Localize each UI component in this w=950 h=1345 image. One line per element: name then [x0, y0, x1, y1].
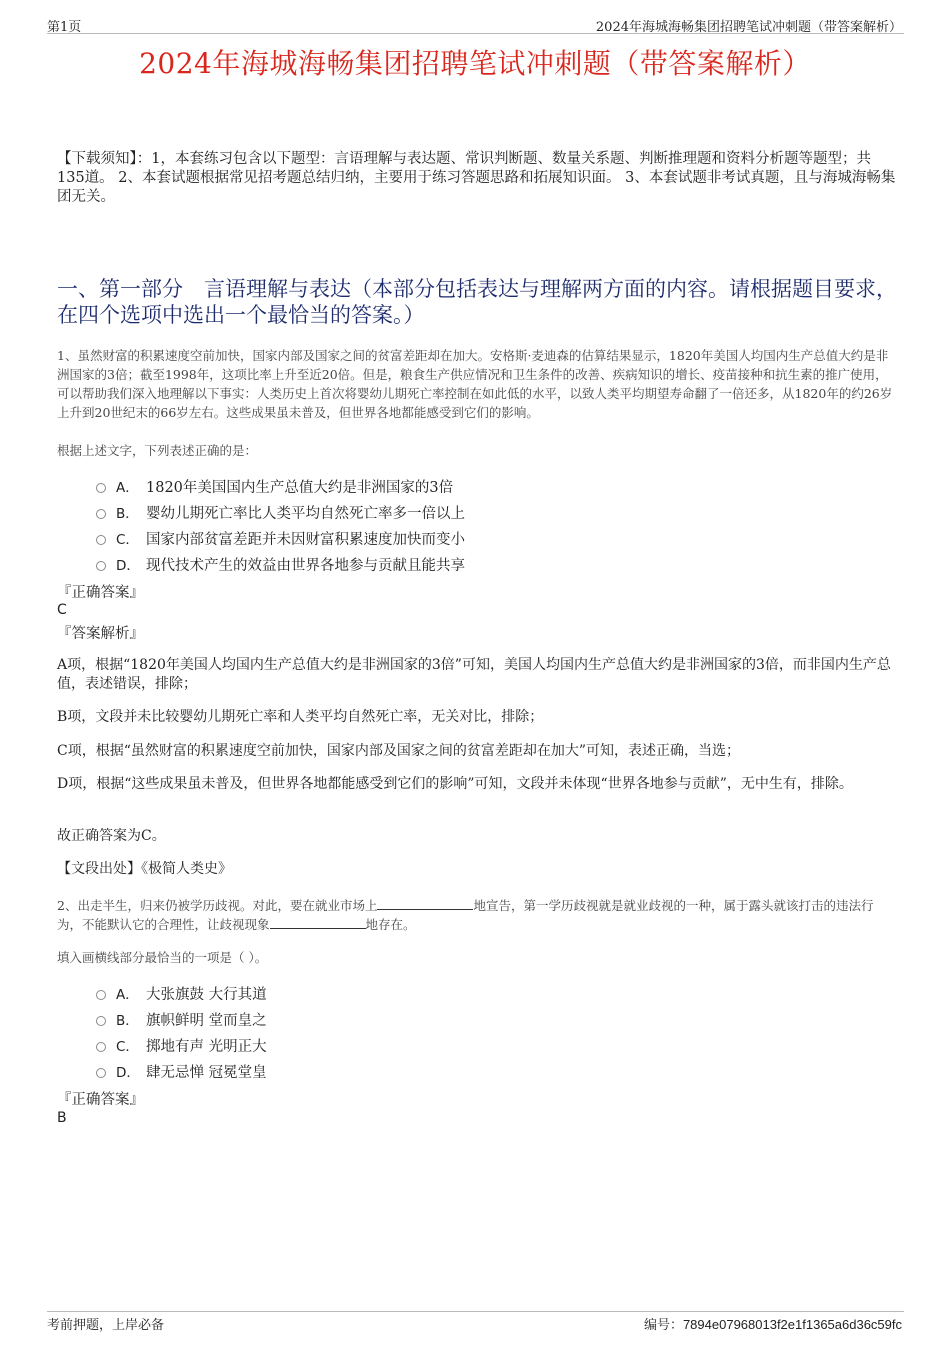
- q1-conclusion: 故正确答案为C。: [57, 828, 166, 844]
- q2-answer-label: 『正确答案』: [57, 1092, 144, 1108]
- question-2-text: [57, 896, 893, 934]
- page-title: 2024年海城海畅集团招聘笔试冲刺题（带答案解析）: [139, 47, 811, 80]
- option-text: 大张旗鼓 大行其道: [146, 986, 267, 1003]
- q2-text-part-3: 地存在。: [365, 917, 416, 932]
- q2-option-a[interactable]: [96, 982, 267, 1004]
- document-code: [644, 1314, 902, 1333]
- running-title: 2024年海城海畅集团招聘笔试冲刺题（带答案解析）: [595, 20, 902, 35]
- q2-option-c[interactable]: [96, 1034, 267, 1056]
- q1-answer: C: [57, 602, 67, 618]
- q1-analysis-d: D项，根据“这些成果虽未普及，但世界各地都能感受到它们的影响”可知，文段并未体现“世界各地参与贡献”，无中生有，排除。: [57, 776, 853, 792]
- fill-blank-1[interactable]: [377, 898, 473, 910]
- q2-text-part-1: 2、出走半生，归来仍被学历歧视。对此，要在就业市场上: [57, 898, 378, 913]
- q1-option-c[interactable]: [96, 527, 465, 549]
- option-text: 现代技术产生的效益由世界各地参与贡献且能共享: [146, 557, 465, 574]
- question-1-prompt: 根据上述文字，下列表述正确的是：: [57, 443, 258, 458]
- question-1-text: 1、虽然财富的积累速度空前加快，国家内部及国家之间的贫富差距却在加大。安格斯·麦迪森的估算结果显示，1820年美国人均国内生产总值大约是非洲国家的3倍；截至1998年，这项比率上升至近20倍。但是，粮食生产供应情况和卫生条件的改善、疾病知识的增长、疫苗接种和抗生素的推广使用，可以帮助我们深入地理解以下事实：人类历史上首次将婴幼儿期死亡率控制在如此低的水平，以致人类平均期望寿命翻了一倍还多，从1820年的约26岁上升到20世纪末的66岁左右。这些成果虽未普及，但世界各地都能感受到它们的影响。: [57, 348, 893, 420]
- q1-option-b[interactable]: [96, 501, 465, 523]
- q2-option-d[interactable]: [96, 1060, 267, 1082]
- radio-icon[interactable]: [96, 1042, 106, 1052]
- question-2-prompt: 填入画横线部分最恰当的一项是（ ）。: [57, 950, 268, 965]
- q1-analysis-c: C项，根据“虽然财富的积累速度空前加快，国家内部及国家之间的贫富差距却在加大”可知，表述正确，当选；: [57, 743, 741, 759]
- q1-source: 【文段出处】《极简人类史》: [57, 861, 232, 877]
- radio-icon[interactable]: [96, 990, 106, 1000]
- q1-analysis-label: 『答案解析』: [57, 626, 144, 642]
- radio-icon[interactable]: [96, 535, 106, 545]
- code-value: 7894e07968013f2e1f1365a6d36c59fc: [682, 1317, 902, 1332]
- q2-option-b[interactable]: [96, 1008, 267, 1030]
- code-label: 编号：: [643, 1318, 683, 1333]
- page-number: 第1页: [47, 20, 82, 35]
- option-letter: C．: [116, 1039, 139, 1055]
- option-letter: B．: [116, 1013, 139, 1029]
- option-letter: D．: [116, 558, 140, 574]
- footer-slogan: 考前押题，上岸必备: [47, 1318, 165, 1333]
- q1-option-d[interactable]: [96, 553, 465, 575]
- radio-icon[interactable]: [96, 483, 106, 493]
- radio-icon[interactable]: [96, 509, 106, 519]
- radio-icon[interactable]: [96, 561, 106, 571]
- header-rule: [47, 33, 904, 34]
- section-title: 一、第一部分 言语理解与表达（本部分包括表达与理解两方面的内容。请根据题目要求，在四个选项中选出一个最恰当的答案。）: [57, 277, 897, 327]
- radio-icon[interactable]: [96, 1068, 106, 1078]
- option-text: 婴幼儿期死亡率比人类平均自然死亡率多一倍以上: [146, 505, 465, 522]
- option-text: 1820年美国国内生产总值大约是非洲国家的3倍: [146, 479, 454, 496]
- option-letter: D．: [116, 1065, 140, 1081]
- q1-analysis-a: A项，根据“1820年美国人均国内生产总值大约是非洲国家的3倍”可知，美国人均国内生产总值大约是非洲国家的3倍，而非国内生产总值，表述错误，排除；: [57, 657, 891, 692]
- footer-rule: [47, 1311, 904, 1312]
- option-text: 掷地有声 光明正大: [146, 1038, 267, 1055]
- radio-icon[interactable]: [96, 1016, 106, 1026]
- download-notice: 【下载须知】：1，本套练习包含以下题型：言语理解与表达题、常识判断题、数量关系题、判断推理题和资料分析题等题型；共135道。 2、本套试题根据常见招考题总结归纳，主要用于练习答题思路和拓展知识面。 3、本套试题非考试真题，且与海城海畅集团无关。: [57, 151, 896, 205]
- option-letter: C．: [116, 532, 139, 548]
- q2-answer: B: [57, 1110, 67, 1126]
- option-letter: A．: [116, 987, 139, 1003]
- option-text: 国家内部贫富差距并未因财富积累速度加快而变小: [146, 531, 465, 548]
- q1-analysis-b: B项，文段并未比较婴幼儿期死亡率和人类平均自然死亡率，无关对比，排除；: [57, 709, 544, 725]
- option-text: 肆无忌惮 冠冕堂皇: [146, 1064, 267, 1081]
- q1-answer-label: 『正确答案』: [57, 585, 144, 601]
- q1-option-a[interactable]: [96, 475, 453, 497]
- option-text: 旗帜鲜明 堂而皇之: [146, 1012, 267, 1029]
- q2-text-part-2: 地宣告，第一学历歧视就是就业歧视的一种，属于露头就该打击的违法行为，不能默认它的合理性，让歧视现象: [57, 898, 874, 932]
- option-letter: A．: [116, 480, 139, 496]
- option-letter: B．: [116, 506, 139, 522]
- fill-blank-2[interactable]: [270, 917, 366, 929]
